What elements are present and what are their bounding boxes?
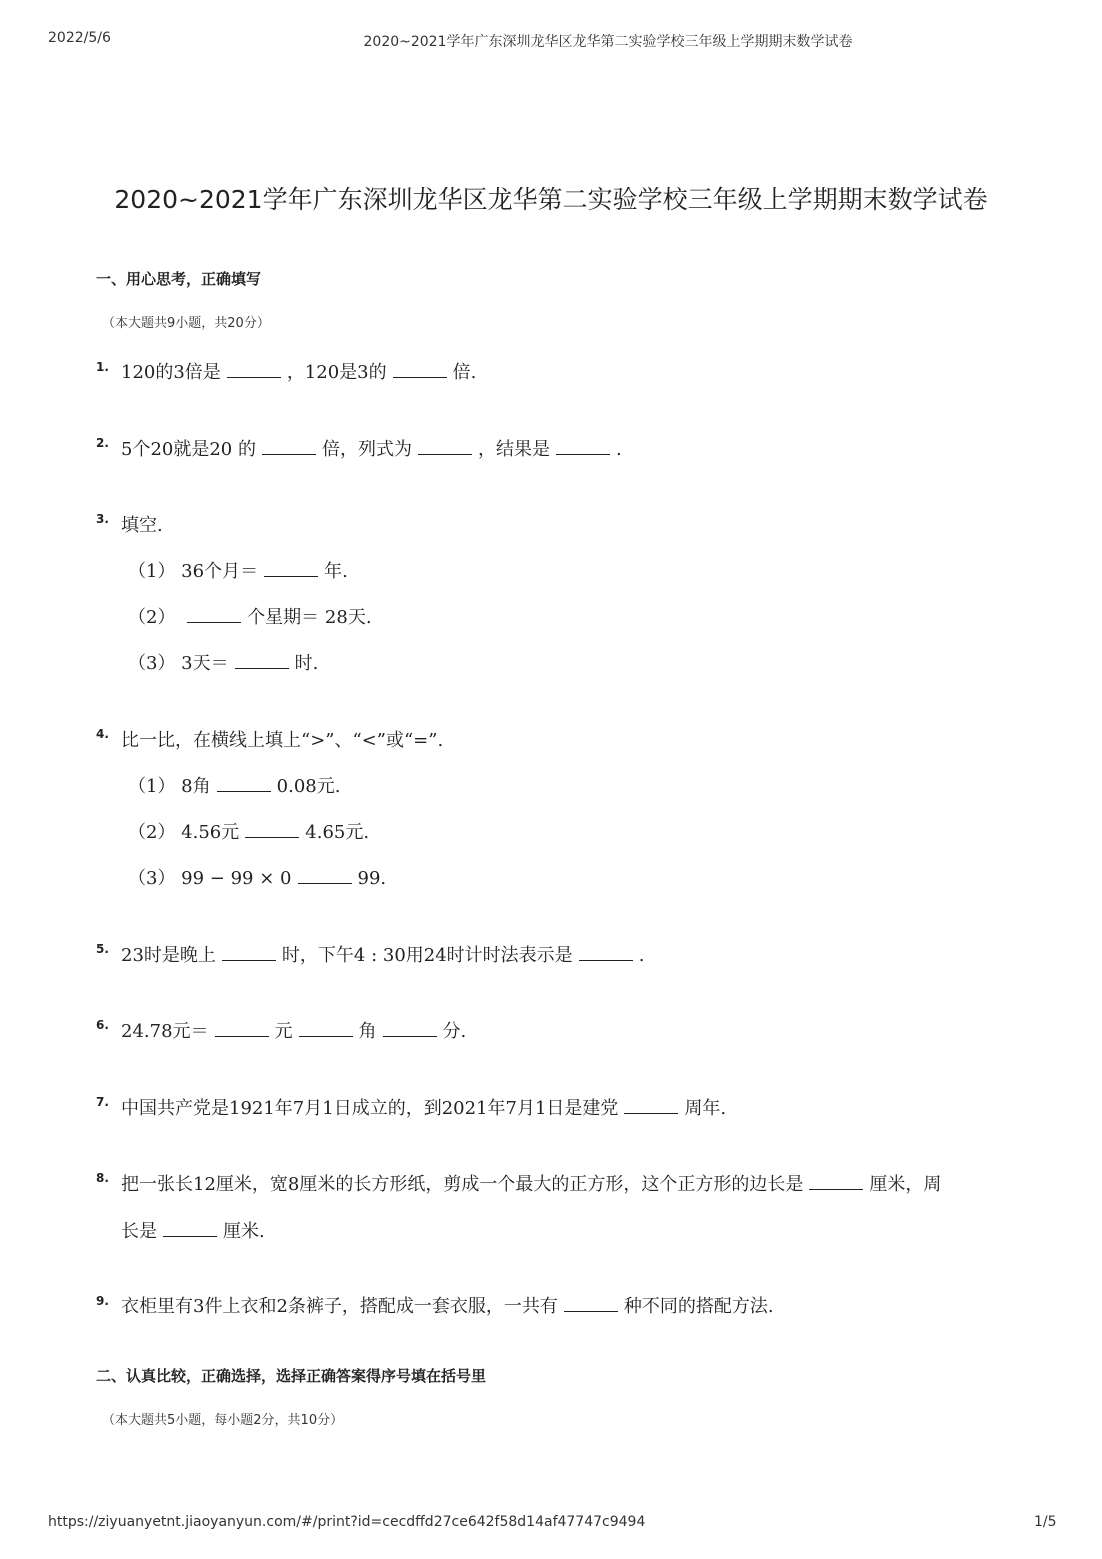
section1-note: （本大题共9小题，共20分） (102, 316, 270, 331)
section1-title: 一、用心思考，正确填写 (96, 270, 262, 288)
q3-sub1-pre: （1） 36个月＝ (128, 561, 259, 582)
answer-blank[interactable] (187, 608, 241, 623)
q3-number: 3. (96, 512, 109, 526)
q5-number: 5. (96, 942, 109, 956)
q9-part-b: 种不同的搭配方法. (623, 1296, 774, 1317)
answer-blank[interactable] (264, 562, 318, 577)
answer-blank[interactable] (227, 363, 281, 378)
q4-sub3 (128, 867, 386, 891)
answer-blank[interactable] (262, 440, 316, 455)
q3-sub1-post: 年. (324, 561, 348, 582)
q7-number: 7. (96, 1095, 109, 1109)
q1-number: 1. (96, 360, 109, 374)
q3-text: 填空. (121, 515, 163, 536)
q7-part-b: 周年. (684, 1098, 727, 1119)
q2-part-c: ，结果是 (477, 439, 550, 460)
q4-sub1-post: 0.08元. (276, 776, 341, 797)
q4-sub2-post: 4.65元. (305, 822, 370, 843)
q3-sub3 (128, 652, 318, 676)
q2-part-a: 5个20就是20 的 (121, 439, 256, 460)
q6-part-d: 分. (442, 1021, 467, 1042)
q6-number: 6. (96, 1018, 109, 1032)
answer-blank[interactable] (564, 1297, 618, 1312)
answer-blank[interactable] (579, 946, 633, 961)
q9-part-a: 衣柜里有3件上衣和2条裤子，搭配成一套衣服，一共有 (121, 1296, 558, 1317)
answer-blank[interactable] (217, 777, 271, 792)
header-date: 2022/5/6 (48, 30, 111, 46)
answer-blank[interactable] (556, 440, 610, 455)
q2-number: 2. (96, 436, 109, 450)
q5-part-c: . (638, 945, 645, 966)
q5-text (121, 944, 644, 968)
footer-page-number: 1/5 (1034, 1514, 1057, 1530)
q4-number: 4. (96, 727, 109, 741)
answer-blank[interactable] (299, 1022, 353, 1037)
q1-part-b: ，120是3的 (286, 362, 387, 383)
q8-text-line2 (121, 1220, 265, 1244)
q2-part-d: . (615, 439, 622, 460)
answer-blank[interactable] (235, 654, 289, 669)
q3-sub2-post: 个星期＝ 28天. (247, 607, 372, 628)
q8-text-line1 (121, 1173, 941, 1197)
q6-text (121, 1020, 466, 1044)
q1-text (121, 361, 476, 385)
q2-text (121, 438, 622, 462)
q3-sub1 (128, 560, 348, 584)
q6-part-b: 元 (274, 1021, 293, 1042)
answer-blank[interactable] (418, 440, 472, 455)
q9-text (121, 1295, 774, 1319)
answer-blank[interactable] (222, 946, 276, 961)
q4-sub2-pre: （2） 4.56元 (128, 822, 240, 843)
answer-blank[interactable] (383, 1022, 437, 1037)
section2-title: 二、认真比较，正确选择，选择正确答案得序号填在括号里 (96, 1367, 487, 1385)
q3-sub3-pre: （3） 3天＝ (128, 653, 229, 674)
section2-note: （本大题共5小题，每小题2分，共10分） (102, 1413, 344, 1428)
q4-text: 比一比，在横线上填上“>”、“<”或“=”. (121, 730, 444, 751)
q8-part-b: 厘米，周 (869, 1174, 942, 1195)
q4-sub3-post: 99. (357, 868, 387, 889)
q8-number: 8. (96, 1171, 109, 1185)
q4-sub1 (128, 775, 340, 799)
answer-blank[interactable] (624, 1099, 678, 1114)
footer-url: https://ziyuanyetnt.jiaoyanyun.com/#/print?id=cecdffd27ce642f58d14af47747c9494 (48, 1514, 646, 1530)
q7-part-a: 中国共产党是1921年7月1日成立的，到2021年7月1日是建党 (121, 1098, 619, 1119)
answer-blank[interactable] (393, 363, 447, 378)
q5-part-a: 23时是晚上 (121, 945, 216, 966)
q8-part-d: 厘米. (223, 1221, 265, 1242)
q6-part-c: 角 (358, 1021, 377, 1042)
q7-text (121, 1097, 726, 1121)
answer-blank[interactable] (809, 1175, 863, 1190)
q8-part-c: 长是 (121, 1221, 157, 1242)
page-title: 2020~2021学年广东深圳龙华区龙华第二实验学校三年级上学期期末数学试卷 (114, 185, 988, 214)
header-title: 2020~2021学年广东深圳龙华区龙华第二实验学校三年级上学期期末数学试卷 (363, 34, 853, 50)
q3-sub2 (128, 606, 372, 630)
q2-part-b: 倍，列式为 (321, 439, 412, 460)
answer-blank[interactable] (163, 1222, 217, 1237)
answer-blank[interactable] (298, 869, 352, 884)
q6-part-a: 24.78元＝ (121, 1021, 209, 1042)
q4-sub1-pre: （1） 8角 (128, 776, 211, 797)
q9-number: 9. (96, 1294, 109, 1308)
q1-part-c: 倍. (452, 362, 477, 383)
q5-part-b: 时，下午4 : 30用24时计时法表示是 (281, 945, 573, 966)
q1-part-a: 120的3倍是 (121, 362, 221, 383)
q8-part-a: 把一张长12厘米，宽8厘米的长方形纸，剪成一个最大的正方形，这个正方形的边长是 (121, 1174, 804, 1195)
answer-blank[interactable] (215, 1022, 269, 1037)
q4-sub3-pre: （3） 99 − 99 × 0 (128, 868, 292, 889)
answer-blank[interactable] (245, 823, 299, 838)
q4-sub2 (128, 821, 369, 845)
q3-sub2-pre: （2） (128, 607, 182, 628)
q3-sub3-post: 时. (294, 653, 319, 674)
